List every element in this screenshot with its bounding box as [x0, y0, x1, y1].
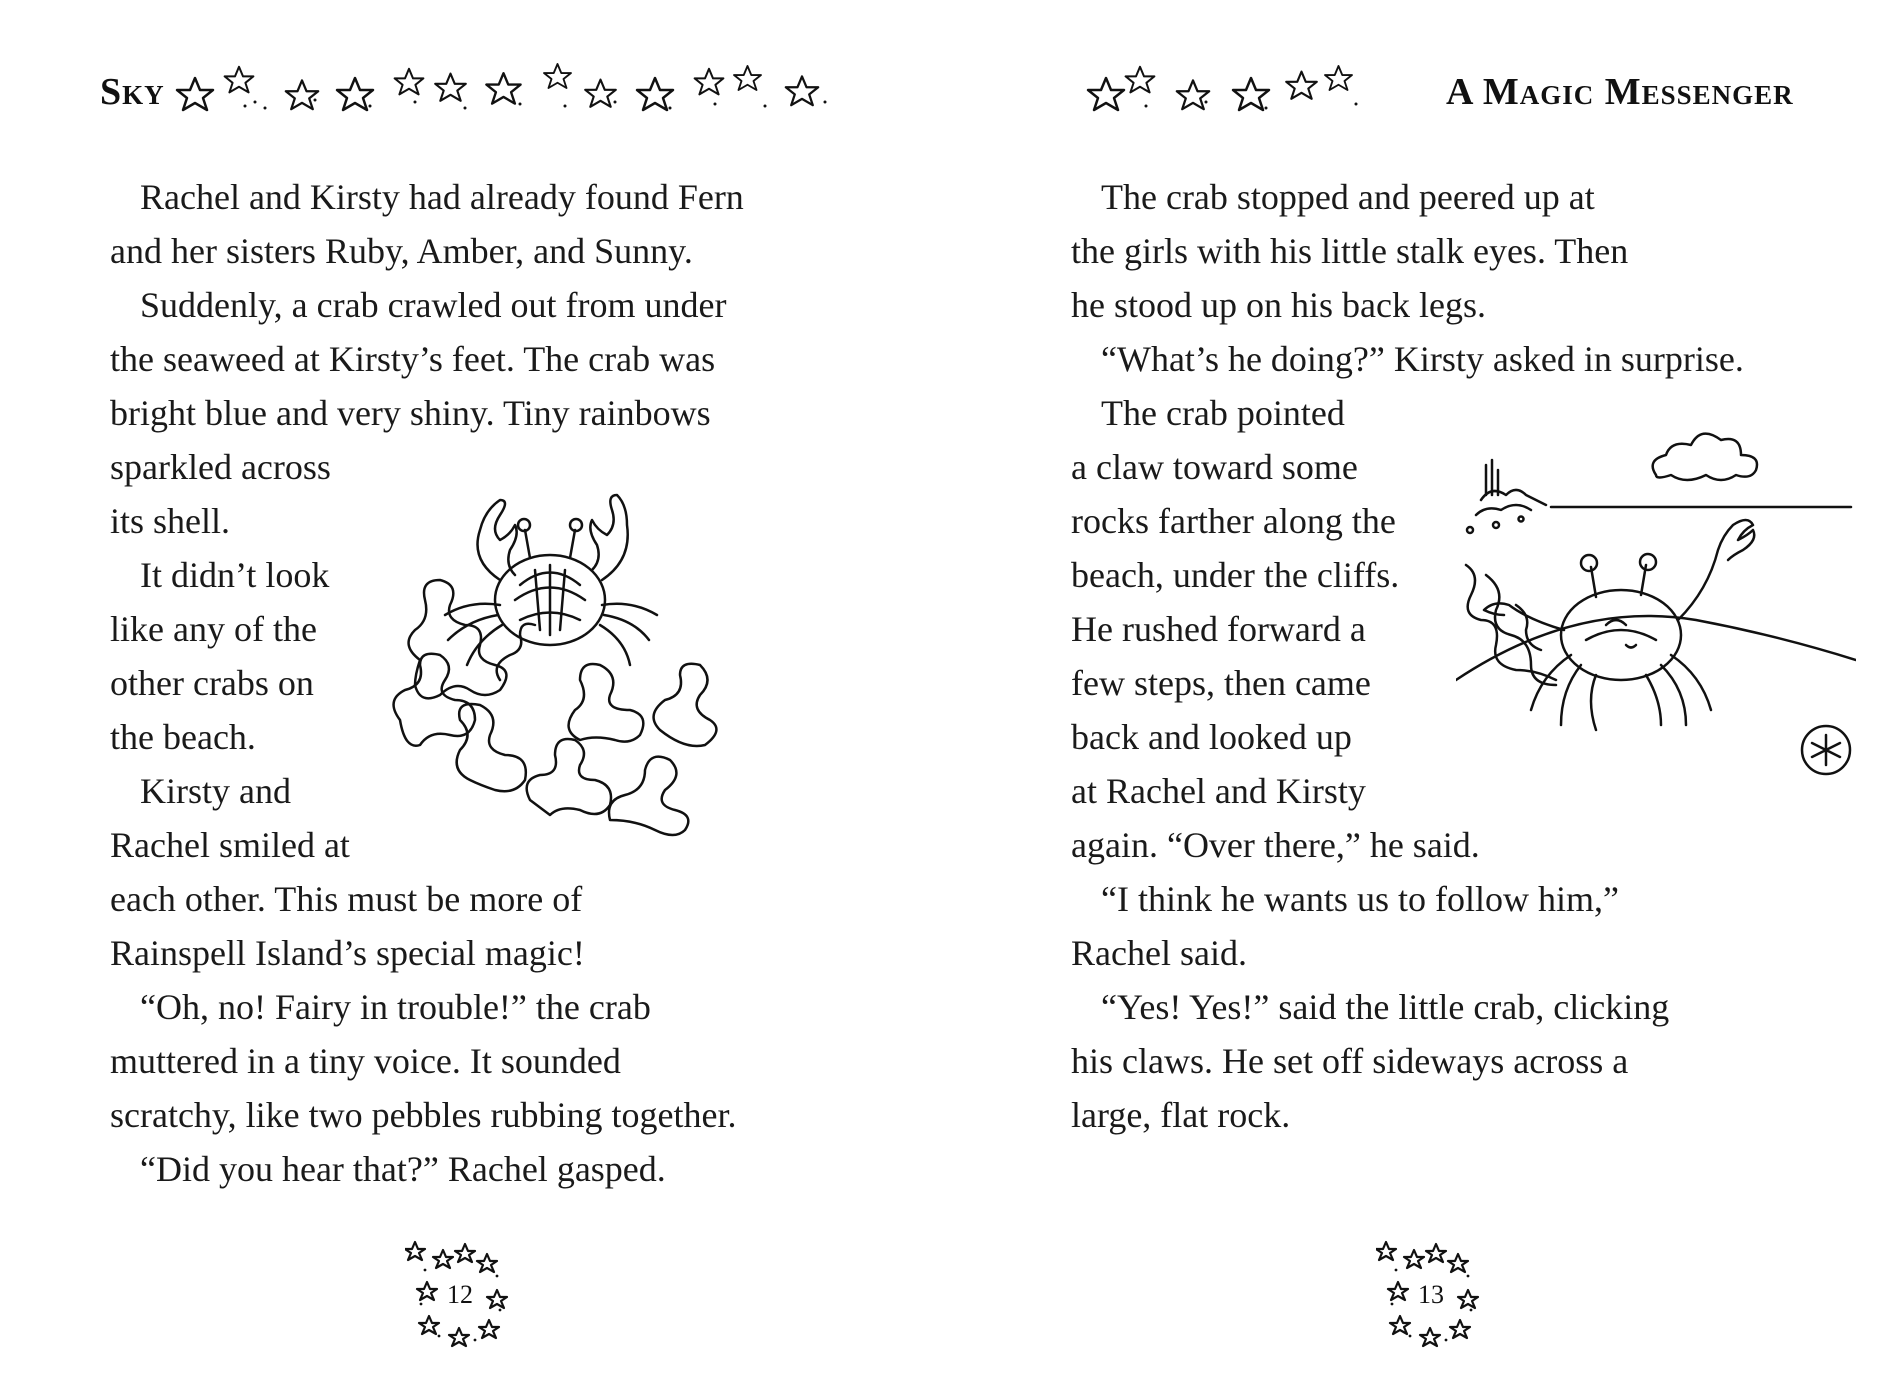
text-line: “Oh, no! Fairy in trouble!” the crab — [140, 987, 651, 1027]
text-line: its shell. — [110, 501, 231, 541]
page-number: 12 — [447, 1280, 473, 1309]
text-line: “Yes! Yes!” said the little crab, clicking — [1101, 987, 1670, 1027]
text-line: It didn’t look — [140, 555, 330, 595]
text-line: again. “Over there,” he said. — [1071, 825, 1480, 865]
crab-on-coral-illustration — [380, 480, 740, 840]
text-line: the seaweed at Kirsty’s feet. The crab was — [110, 339, 716, 379]
left-page-number-badge — [405, 1240, 515, 1350]
text-line: large, flat rock. — [1071, 1095, 1291, 1135]
text-line: Rachel and Kirsty had already found Fern — [140, 177, 744, 217]
text-line: rocks farther along the — [1071, 501, 1396, 541]
right-running-head — [1076, 62, 1794, 122]
text-line: “I think he wants us to follow him,” — [1101, 879, 1619, 919]
text-line: Kirsty and — [140, 771, 291, 811]
right-page — [946, 0, 1892, 1396]
text-line: a claw toward some — [1071, 447, 1358, 487]
running-head-title: Sky — [100, 71, 165, 113]
text-line: and her sisters Ruby, Amber, and Sunny. — [110, 231, 693, 271]
text-line: back and looked up — [1071, 717, 1352, 757]
text-line: his claws. He set off sideways across a — [1071, 1041, 1629, 1081]
text-line: “What’s he doing?” Kirsty asked in surprise. — [1101, 339, 1744, 379]
crab-on-beach-illustration — [1456, 415, 1856, 805]
left-running-head — [100, 62, 845, 122]
text-line: “Did you hear that?” Rachel gasped. — [140, 1149, 666, 1189]
text-line: few steps, then came — [1071, 663, 1371, 703]
text-line: scratchy, like two pebbles rubbing together. — [110, 1095, 737, 1135]
text-line: sparkled across — [110, 447, 331, 487]
text-line: each other. This must be more of — [110, 879, 583, 919]
right-page-number-badge — [1376, 1240, 1486, 1350]
text-line: at Rachel and Kirsty — [1071, 771, 1366, 811]
star-border-icon — [1076, 62, 1376, 122]
star-border-icon — [165, 62, 845, 122]
text-line: Rachel said. — [1071, 933, 1247, 973]
page-number: 13 — [1418, 1280, 1444, 1309]
text-line: muttered in a tiny voice. It sounded — [110, 1041, 621, 1081]
text-line: the beach. — [110, 717, 256, 757]
text-line: he stood up on his back legs. — [1071, 285, 1486, 325]
running-head-title: A Magic Messenger — [1446, 71, 1794, 113]
text-line: Rainspell Island’s special magic! — [110, 933, 585, 973]
text-line: Suddenly, a crab crawled out from under — [140, 285, 727, 325]
text-line: The crab pointed — [1101, 393, 1345, 433]
text-line: like any of the — [110, 609, 317, 649]
text-line: other crabs on — [110, 663, 314, 703]
text-line: beach, under the cliffs. — [1071, 555, 1400, 595]
text-line: the girls with his little stalk eyes. Then — [1071, 231, 1629, 271]
text-line: bright blue and very shiny. Tiny rainbows — [110, 393, 711, 433]
text-line: The crab stopped and peered up at — [1101, 177, 1595, 217]
text-line: Rachel smiled at — [110, 825, 350, 865]
text-line: He rushed forward a — [1071, 609, 1366, 649]
